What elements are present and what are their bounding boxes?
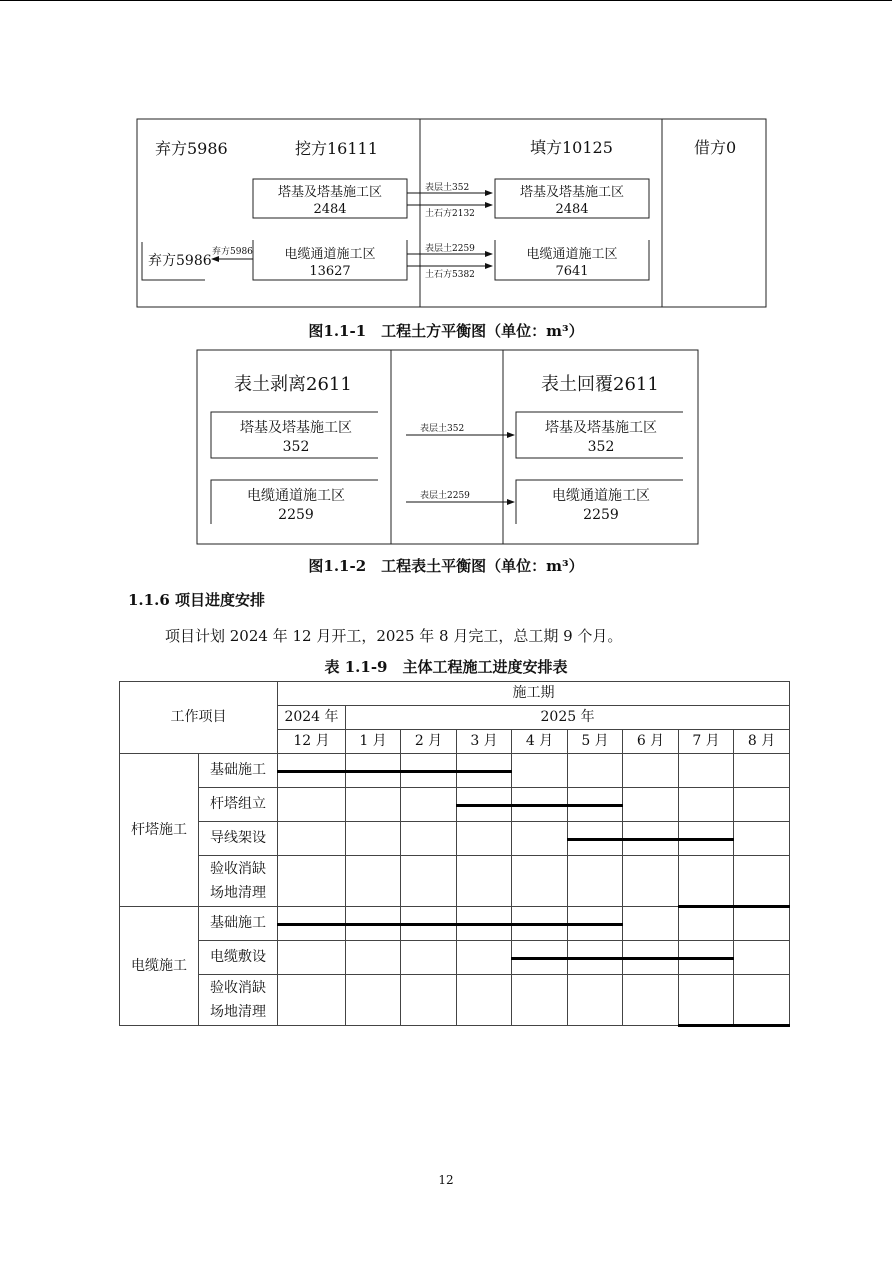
month-cell	[401, 907, 457, 941]
strip-label: 表土剥离2611	[234, 374, 352, 395]
flow-cable-topsoil-label: 表层土2259	[425, 244, 475, 254]
month-cell	[623, 754, 679, 788]
fig2-tower-right-label: 塔基及塔基施工区	[545, 420, 657, 436]
month-cell	[457, 907, 512, 941]
schedule-paragraph: 项目计划 2024 年 12 月开工，2025 年 8 月完工，总工期 9 个月。	[165, 627, 623, 645]
month-header: 2 月	[401, 730, 457, 754]
month-header: 5 月	[568, 730, 623, 754]
month-header: 7 月	[679, 730, 734, 754]
month-cell	[623, 975, 679, 1026]
task-label: 基础施工	[210, 762, 266, 778]
fig2-tower-right-value: 352	[587, 439, 615, 455]
month-header: 12 月	[278, 730, 346, 754]
group-cell: 杆塔施工	[120, 754, 199, 907]
month-cell	[278, 822, 346, 856]
month-cell	[346, 941, 401, 975]
gantt-bar-segment	[511, 923, 568, 926]
month-header: 3 月	[457, 730, 512, 754]
month-cell	[278, 754, 346, 788]
tower-area-right-label: 塔基及塔基施工区	[519, 185, 625, 200]
month-cell	[278, 907, 346, 941]
gantt-bar-segment	[567, 804, 623, 807]
fig2-tower-left-value: 352	[282, 439, 310, 455]
fig2-cable-left-label: 电缆通道施工区	[247, 488, 345, 504]
group-cell: 电缆施工	[120, 907, 199, 1026]
gantt-bar-segment	[567, 957, 623, 960]
gantt-bar-segment	[733, 1024, 790, 1027]
task-cell	[199, 788, 278, 822]
gantt-bar-segment	[511, 957, 568, 960]
month-cell	[401, 941, 457, 975]
month-cell	[734, 754, 790, 788]
month-cell	[278, 941, 346, 975]
fig1-caption: 图1.1-1 工程土方平衡图（单位：m³）	[308, 322, 584, 340]
table-row	[120, 941, 790, 975]
month-cell	[734, 822, 790, 856]
month-header: 8 月	[734, 730, 790, 754]
month-cell	[401, 975, 457, 1026]
year-2025-header: 2025 年	[346, 706, 790, 730]
month-cell	[623, 856, 679, 907]
task-label: 杆塔组立	[210, 796, 266, 812]
gantt-bar-segment	[345, 770, 401, 773]
month-cell	[679, 907, 734, 941]
month-cell	[568, 856, 623, 907]
gantt-bar-segment	[567, 838, 623, 841]
tower-area-right-value: 2484	[555, 202, 589, 217]
task-label: 基础施工	[210, 915, 266, 931]
flow-tower-topsoil-label: 表层土352	[425, 183, 470, 193]
month-cell	[401, 788, 457, 822]
table-row	[120, 856, 790, 907]
flow-cable-earth-label: 土石方5382	[425, 270, 475, 280]
tower-area-left-value: 2484	[313, 202, 347, 217]
month-cell	[734, 856, 790, 907]
period-header: 施工期	[278, 682, 790, 706]
fig2-cable-right-value: 2259	[583, 507, 619, 523]
task-cell	[199, 822, 278, 856]
excavation-label: 挖方16111	[295, 139, 378, 158]
task-cell	[199, 907, 278, 941]
section-heading: 1.1.6 项目进度安排	[128, 591, 265, 609]
table-row	[120, 754, 790, 788]
month-header: 6 月	[623, 730, 679, 754]
flow-tower-earth-label: 土石方2132	[425, 209, 475, 219]
table-row	[120, 907, 790, 941]
month-cell	[346, 822, 401, 856]
gantt-bar-segment	[400, 770, 457, 773]
month-cell	[734, 941, 790, 975]
work-item-header: 工作项目	[120, 682, 278, 754]
month-cell	[401, 822, 457, 856]
month-cell	[401, 856, 457, 907]
fig2-tower-left-label: 塔基及塔基施工区	[240, 420, 352, 436]
fill-label: 填方10125	[530, 138, 613, 157]
gantt-bar-segment	[678, 838, 734, 841]
month-cell	[278, 788, 346, 822]
month-header: 4 月	[512, 730, 568, 754]
month-cell	[512, 856, 568, 907]
month-cell	[568, 941, 623, 975]
task-cell	[199, 941, 278, 975]
month-cell	[568, 907, 623, 941]
table-row	[120, 788, 790, 822]
month-cell	[568, 975, 623, 1026]
task-cell	[199, 856, 278, 907]
gantt-bar-segment	[456, 770, 512, 773]
fig2-cable-right-label: 电缆通道施工区	[552, 488, 650, 504]
month-cell	[623, 822, 679, 856]
schedule-table	[119, 681, 790, 1026]
month-cell	[457, 941, 512, 975]
month-cell	[278, 975, 346, 1026]
month-cell	[512, 754, 568, 788]
fig2-caption: 图1.1-2 工程表土平衡图（单位：m³）	[308, 557, 584, 575]
month-cell	[679, 754, 734, 788]
month-cell	[623, 907, 679, 941]
year-2024-header: 2024 年	[278, 706, 346, 730]
month-cell	[623, 788, 679, 822]
gantt-bar-segment	[511, 804, 568, 807]
fig2-flow-cable-label: 表层土2259	[420, 491, 470, 501]
cable-area-left-label: 电缆通道施工区	[284, 247, 376, 262]
task-cell	[199, 975, 278, 1026]
month-cell	[346, 975, 401, 1026]
page-number: 12	[438, 1173, 454, 1187]
topsoil-balance-diagram	[0, 340, 892, 550]
cable-area-right-label: 电缆通道施工区	[526, 247, 618, 262]
cable-area-right-value: 7641	[555, 264, 589, 279]
month-cell	[457, 975, 512, 1026]
month-cell	[512, 788, 568, 822]
month-cell	[401, 754, 457, 788]
month-cell	[346, 907, 401, 941]
fig2-cable-left-value: 2259	[278, 507, 314, 523]
gantt-bar-segment	[456, 923, 512, 926]
gantt-bar-segment	[400, 923, 457, 926]
month-cell	[679, 941, 734, 975]
gantt-bar-segment	[622, 957, 679, 960]
table-row	[120, 975, 790, 1026]
spoil-out-label: 弃方5986	[212, 247, 253, 257]
month-cell	[512, 907, 568, 941]
month-cell	[457, 754, 512, 788]
task-cell	[199, 754, 278, 788]
month-cell	[346, 856, 401, 907]
month-cell	[512, 975, 568, 1026]
month-cell	[278, 856, 346, 907]
task-label: 验收消缺	[210, 860, 266, 877]
month-cell	[346, 754, 401, 788]
month-cell	[679, 788, 734, 822]
month-cell	[679, 856, 734, 907]
month-cell	[679, 975, 734, 1026]
month-header: 1 月	[346, 730, 401, 754]
month-cell	[568, 822, 623, 856]
month-cell	[568, 788, 623, 822]
spoil-box-label: 弃方5986	[148, 253, 212, 269]
gantt-bar-segment	[678, 957, 734, 960]
task-label-line2: 场地清理	[210, 884, 266, 901]
gantt-bar-segment	[678, 1024, 734, 1027]
table-row	[120, 822, 790, 856]
gantt-bar-segment	[345, 923, 401, 926]
gantt-bar-segment	[622, 838, 679, 841]
task-label: 电缆敷设	[210, 949, 266, 965]
task-label: 导线架设	[210, 830, 266, 846]
month-cell	[457, 856, 512, 907]
gantt-bar-segment	[277, 923, 346, 926]
month-cell	[457, 822, 512, 856]
month-cell	[734, 907, 790, 941]
task-label-line2: 场地清理	[210, 1003, 266, 1020]
month-cell	[679, 822, 734, 856]
gantt-bar-segment	[277, 770, 346, 773]
month-cell	[734, 788, 790, 822]
tower-area-left-label: 塔基及塔基施工区	[277, 185, 383, 200]
month-cell	[512, 822, 568, 856]
table-caption: 表 1.1-9 主体工程施工进度安排表	[324, 658, 568, 676]
month-cell	[623, 941, 679, 975]
month-cell	[734, 975, 790, 1026]
cable-area-left-value: 13627	[309, 264, 351, 279]
fig2-flow-tower-label: 表层土352	[420, 424, 465, 434]
gantt-bar-segment	[567, 923, 623, 926]
month-cell	[568, 754, 623, 788]
month-cell	[346, 788, 401, 822]
earthwork-balance-diagram	[0, 0, 892, 320]
month-cell	[512, 941, 568, 975]
gantt-bar-segment	[456, 804, 512, 807]
borrow-label: 借方0	[694, 138, 737, 157]
spoil-label: 弃方5986	[155, 139, 228, 158]
month-cell	[457, 788, 512, 822]
cover-label: 表土回覆2611	[541, 374, 659, 395]
task-label: 验收消缺	[210, 979, 266, 996]
